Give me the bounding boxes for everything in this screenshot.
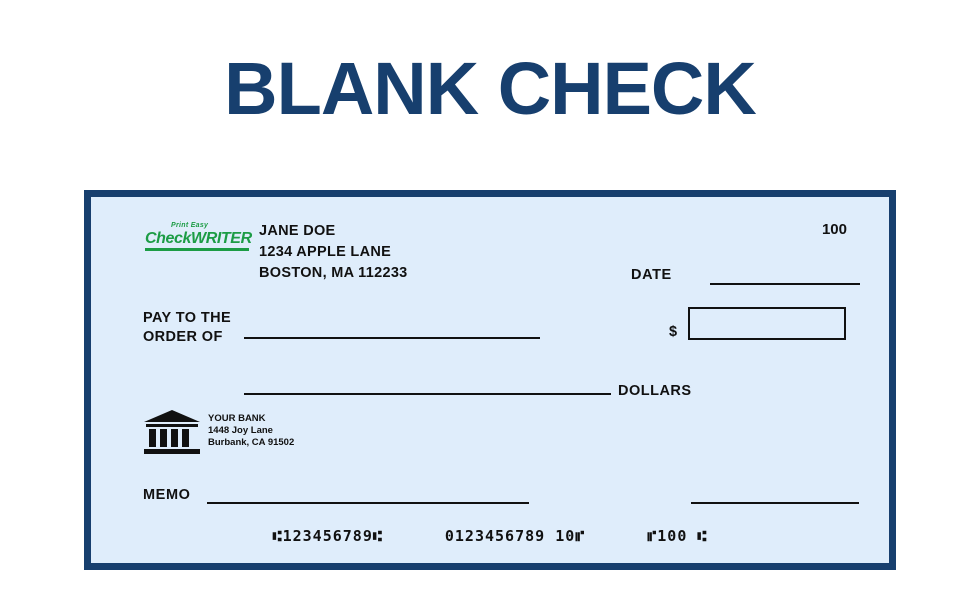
logo-wordmark-writer: WRITER xyxy=(191,230,252,247)
payer-city-state-zip: BOSTON, MA 112233 xyxy=(259,265,408,281)
dollars-label: DOLLARS xyxy=(618,383,692,399)
pay-to-order-label-line2: ORDER OF xyxy=(143,329,223,345)
logo-underline xyxy=(145,248,249,251)
bank-street: 1448 Joy Lane xyxy=(208,425,273,436)
logo-wordmark xyxy=(145,230,253,247)
check-document xyxy=(84,190,896,570)
micr-line xyxy=(91,527,889,545)
amount-input-box[interactable] xyxy=(688,307,846,340)
micr-check-number: ⑈100 ⑆ xyxy=(647,527,708,545)
date-label: DATE xyxy=(631,267,672,283)
payer-address-block xyxy=(259,221,408,284)
amount-words-input-line[interactable] xyxy=(244,393,611,395)
check-number: 100 xyxy=(821,221,847,238)
payer-name: JANE DOE xyxy=(259,223,336,239)
payee-input-line[interactable] xyxy=(244,337,540,339)
date-input-line[interactable] xyxy=(710,283,860,285)
currency-symbol: $ xyxy=(669,324,678,340)
memo-input-line[interactable] xyxy=(207,502,529,504)
page-title: BLANK CHECK xyxy=(224,47,756,130)
bank-name: YOUR BANK xyxy=(208,413,266,424)
signature-line[interactable] xyxy=(691,502,859,504)
memo-label: MEMO xyxy=(143,487,191,503)
bank-city-state-zip: Burbank, CA 91502 xyxy=(208,437,295,448)
bank-address-block xyxy=(208,413,294,449)
checkwriter-logo xyxy=(145,222,253,262)
logo-wordmark-check: Check xyxy=(145,230,192,247)
pay-to-order-label-line1: PAY TO THE xyxy=(143,310,232,326)
payer-street: 1234 APPLE LANE xyxy=(259,244,392,260)
bank-icon xyxy=(143,409,201,455)
logo-tagline: Print Easy xyxy=(171,222,209,229)
pay-to-order-label xyxy=(143,309,231,347)
micr-routing-number: ⑆123456789⑆ xyxy=(272,527,383,545)
micr-account-number: 0123456789 10⑈ xyxy=(444,527,586,545)
